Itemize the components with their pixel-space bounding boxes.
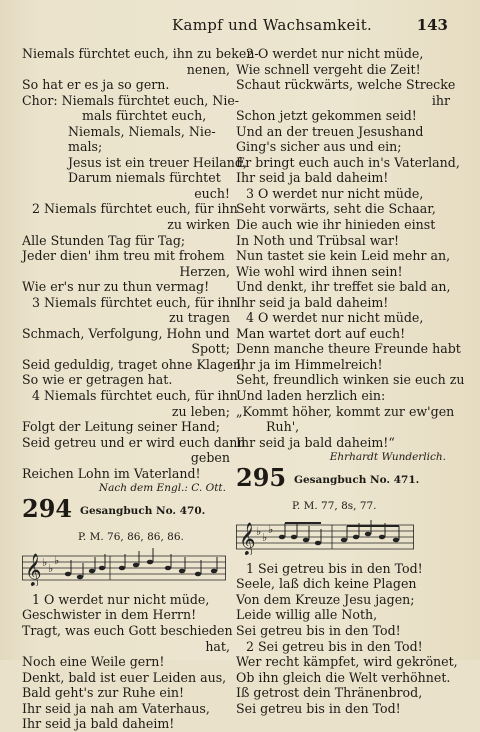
verse-line: Seht, freundlich winken sie euch zu (236, 372, 465, 388)
verse-line: ihr (431, 92, 450, 108)
music-notation-icon (236, 517, 416, 555)
verse-line: 4 Niemals fürchtet euch, für ihn (32, 388, 238, 404)
gesangbuch-reference: Gesangbuch No. 470. (80, 504, 206, 517)
author-credit: Nach dem Engl.: C. Ott. (98, 482, 226, 495)
verse-line: Und an der treuen Jesushand (236, 123, 424, 139)
chorus-line: mals; (68, 139, 103, 155)
verse-line: 2 O werdet nur nicht müde, (246, 46, 424, 61)
verse-line: Bald geht's zur Ruhe ein! (22, 685, 185, 701)
svg-text:♭: ♭ (48, 561, 54, 575)
chorus-line: mals fürchtet euch, (82, 108, 207, 124)
verse-line: Ruh', (266, 419, 300, 435)
chorus-line: Niemals, Niemals, Nie- (68, 123, 216, 139)
meter-label: P. M. 77, 8s, 77. (292, 499, 377, 512)
verse-line: Seele, laß dich keine Plagen (236, 576, 417, 592)
verse-line: Denn manche theure Freunde habt (236, 341, 461, 357)
verse-line: Alle Stunden Tag für Tag; (22, 232, 186, 248)
verse-line: Noch eine Weile gern! (22, 654, 165, 670)
chorus-line: Darum niemals fürchtet (68, 170, 221, 186)
meter-label: P. M. 76, 86, 86, 86. (78, 530, 184, 543)
hymn-number: 295 (236, 462, 287, 492)
verse-line: Seht vorwärts, seht die Schaar, (236, 201, 436, 217)
gesangbuch-reference: Gesangbuch No. 471. (294, 473, 420, 486)
verse-line: zu wirken (167, 217, 230, 233)
verse-line: Herzen, (179, 263, 230, 279)
music-staff (22, 548, 230, 586)
verse-line: zu leben; (171, 403, 230, 419)
verse-line: Geschwister in dem Herrn! (22, 607, 197, 623)
verse-line: Denkt, bald ist euer Leiden aus, (22, 669, 227, 685)
verse-line: Wie wohl wird ihnen sein! (236, 263, 403, 279)
verse-line: Ihr ja im Himmelreich! (236, 356, 383, 372)
hymn-heading (236, 462, 450, 500)
verse-line: 4 O werdet nur nicht müde, (246, 310, 424, 326)
verse-line: Wie er's nur zu thun vermag! (22, 279, 210, 295)
verse-line: Man wartet dort auf euch! (236, 325, 406, 341)
verse-line: Iß getrost dein Thränenbrod, (236, 685, 423, 701)
verse-line: Und denkt, ihr treffet sie bald an, (236, 279, 451, 295)
verse-line: Sei getreu bis in den Tod! (236, 622, 401, 638)
verse-line: Seid getreu und er wird euch dann (22, 434, 246, 450)
verse-line: So hat er es ja so gern. (22, 77, 170, 93)
verse-line: Von dem Kreuze Jesu jagen; (236, 591, 415, 607)
svg-text:𝄞: 𝄞 (239, 521, 256, 555)
right-column (236, 46, 465, 716)
svg-text:♭: ♭ (268, 522, 274, 536)
verse-line: 3 O werdet nur nicht müde, (246, 185, 424, 201)
verse-line: Niemals fürchtet euch, ihn zu beken- (22, 46, 259, 61)
music-staff (236, 517, 450, 555)
verse-line: geben (190, 450, 230, 466)
verse-line: Jeder dien' ihm treu mit frohem (22, 248, 225, 264)
verse-line: Ihr seid ja nah am Vaterhaus, (22, 700, 210, 716)
verse-line: In Noth und Trübsal war! (236, 232, 400, 248)
verse-line: Ihr seid ja bald daheim! (236, 170, 389, 186)
svg-text:♭: ♭ (42, 555, 48, 569)
hymn-number: 294 (22, 493, 73, 523)
hymn-heading (22, 493, 230, 531)
verse-line: Folgt der Leitung seiner Hand; (22, 419, 220, 435)
verse-line: 2 Sei getreu bis in den Tod! (246, 638, 423, 654)
page-number: 143 (416, 16, 448, 34)
verse-line: „Kommt höher, kommt zur ew'gen (236, 403, 455, 419)
chorus-line: euch! (194, 185, 230, 201)
author-credit: Ehrhardt Wunderlich. (329, 451, 446, 464)
verse-line: Wer recht kämpfet, wird gekrönet, (236, 654, 458, 670)
verse-line: Tragt, was euch Gott beschieden (22, 622, 233, 638)
verse-line: 1 O werdet nur nicht müde, (32, 591, 210, 607)
verse-line: Ihr seid ja bald daheim! (236, 294, 389, 310)
verse-line: 1 Sei getreu bis in den Tod! (246, 560, 423, 576)
verse-line: Ihr seid ja bald daheim!“ (236, 434, 395, 450)
verse-line: 2 Niemals fürchtet euch, für ihn (32, 201, 238, 217)
verse-line: Schon jetzt gekommen seid! (236, 108, 417, 124)
verse-line: Schaut rückwärts, welche Strecke (236, 77, 456, 93)
verse-line: Sei getreu bis in den Tod! (236, 700, 401, 716)
verse-line: Nun tastet sie kein Leid mehr an, (236, 248, 451, 264)
verse-line: Ging's sicher aus und ein; (236, 139, 402, 155)
svg-text:♭: ♭ (262, 530, 268, 544)
verse-line: Reichen Lohn im Vaterland! (22, 465, 201, 481)
verse-line: hat, (205, 638, 230, 654)
page-header (0, 16, 480, 36)
verse-line: Er bringt euch auch in's Vaterland, (236, 154, 460, 170)
verse-line: Die auch wie ihr hinieden einst (236, 217, 436, 233)
verse-line: zu tragen (169, 310, 230, 326)
verse-line: Und laden herzlich ein: (236, 388, 386, 404)
verse-line: Wie schnell vergeht die Zeit! (236, 61, 421, 77)
verse-line: 3 Niemals fürchtet euch, für ihn (32, 294, 238, 310)
svg-text:♭: ♭ (256, 524, 262, 538)
svg-text:♭: ♭ (54, 553, 60, 567)
verse-line: Seid geduldig, traget ohne Klagen, (22, 356, 246, 372)
verse-line: Spott; (191, 341, 230, 357)
verse-line: nenen, (186, 61, 230, 77)
verse-line: Schmach, Verfolgung, Hohn und (22, 325, 230, 341)
chorus-line: Jesus ist ein treuer Heiland, (68, 154, 247, 170)
verse-line: So wie er getragen hat. (22, 372, 173, 388)
chorus-line: Chor: Niemals fürchtet euch, Nie- (22, 92, 240, 108)
running-title: Kampf und Wachsamkeit. (172, 16, 373, 34)
music-notation-icon (22, 548, 228, 586)
verse-line: Ob ihn gleich die Welt verhöhnet. (236, 669, 451, 685)
svg-text:𝄞: 𝄞 (25, 552, 42, 586)
left-column (22, 46, 259, 732)
verse-line: Leide willig alle Noth, (236, 607, 378, 623)
verse-line: Ihr seid ja bald daheim! (22, 716, 175, 732)
